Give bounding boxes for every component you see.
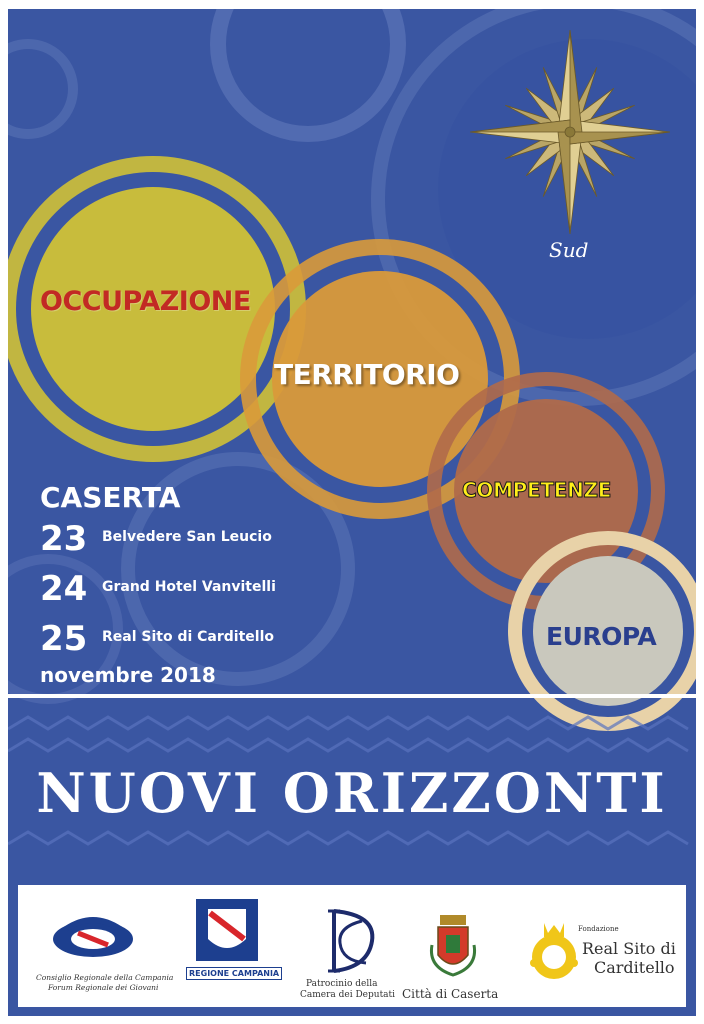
- poster-title: NUOVI ORIZZONTI: [36, 761, 668, 825]
- compass-rose-icon: [470, 27, 670, 237]
- caserta-caption: Città di Caserta: [402, 987, 499, 1001]
- logo-real-sito-carditello: [518, 885, 678, 1007]
- theme-competenze: COMPETENZE: [462, 478, 612, 502]
- event-day-number: 25: [40, 619, 88, 659]
- consiglio-caption-2: Forum Regionale dei Giovani: [48, 983, 159, 992]
- theme-territorio: TERRITORIO: [274, 358, 460, 391]
- carditello-caption-1: Real Sito di: [582, 939, 676, 958]
- theme-occupazione: OCCUPAZIONE: [40, 286, 251, 317]
- poster: [8, 9, 696, 1016]
- carditello-caption-small: Fondazione: [578, 925, 619, 933]
- logo-consiglio-regionale: [28, 885, 174, 1007]
- logo-camera-deputati: [294, 885, 404, 1007]
- event-month: novembre 2018: [40, 663, 216, 687]
- carditello-caption-2: Carditello: [594, 958, 675, 977]
- event-city: CASERTA: [40, 481, 181, 514]
- sponsor-logo-strip: [18, 885, 686, 1007]
- event-day-venue: Grand Hotel Vanvitelli: [102, 579, 276, 595]
- consiglio-caption-1: Consiglio Regionale della Campania: [36, 973, 174, 982]
- theme-europa: EUROPA: [546, 622, 657, 651]
- event-day-venue: Real Sito di Carditello: [102, 629, 275, 645]
- camera-deputati-emblem-icon: [294, 907, 404, 979]
- event-day-number: 23: [40, 519, 88, 559]
- compass-label: Sud: [549, 238, 589, 262]
- carditello-crest-icon: [524, 917, 584, 989]
- caserta-coat-of-arms-icon: [398, 915, 508, 985]
- event-day-venue: Belvedere San Leucio: [102, 529, 272, 545]
- logo-citta-di-caserta: [398, 885, 508, 1007]
- event-day-number: 24: [40, 569, 88, 609]
- camera-caption-1: Patrocinio della: [306, 979, 378, 989]
- logo-regione-campania: [180, 885, 280, 1007]
- camera-caption-2: Camera dei Deputati: [300, 990, 396, 1000]
- consiglio-emblem-icon: [28, 893, 158, 973]
- divider-line: [8, 694, 696, 698]
- regione-caption: REGIONE CAMPANIA: [186, 967, 282, 980]
